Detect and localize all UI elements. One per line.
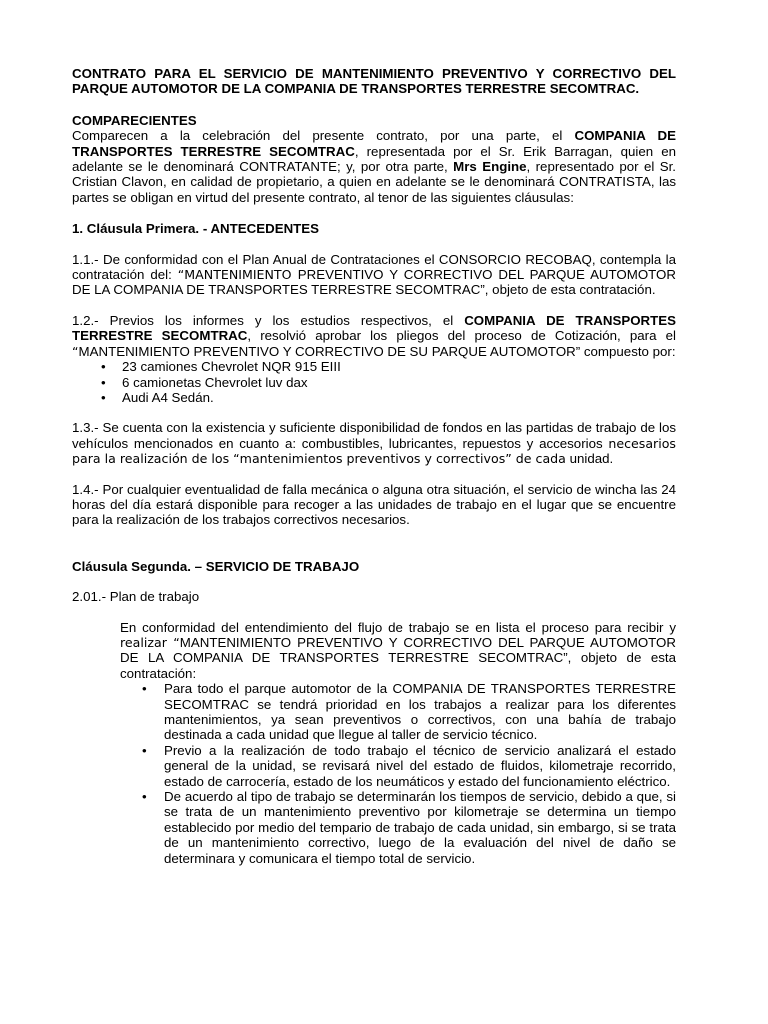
clause-one-heading: 1. Cláusula Primera. - ANTECEDENTES: [72, 221, 320, 237]
list-item: • 6 camionetas Chevrolet luv dax: [101, 374, 308, 390]
comparecientes-paragraph: Comparecen a la celebración del presente contrato, por una parte, el COMPANIA DE TRANSPORTES TERRESTRE SECOMTRAC, representada por el Sr. Erik Barragan, quien en adelante se le denominará CONTRATANTE; y, por otra parte, Mrs Engine, representado por el Sr. Cristian Clavon, en calidad de propietario, a quien en adelante se le denominará CONTRATISTA, las partes se obligan en virtud del presente contrato, al tenor de las siguientes cláusulas:: [72, 128, 676, 205]
document-title: CONTRATO PARA EL SERVICIO DE MANTENIMIENTO PREVENTIVO Y CORRECTIVO DEL PARQUE AUTOMOTOR DE LA COMPANIA DE TRANSPORTES TERRESTRE SECOMTRAC.: [72, 66, 676, 97]
contract-document: [72, 66, 676, 866]
list-item: • Previo a la realización de todo trabajo el técnico de servicio analizará el estado general de la unidad, se revisará nivel del estado de fluidos, kilometraje recorrido, estado de carrocería, estado de los neumáticos y estado del funcionamiento eléctrico.: [142, 742, 676, 789]
list-item: • 23 camiones Chevrolet NQR 915 EIII: [101, 359, 341, 375]
bullet-icon: •: [142, 742, 147, 758]
bullet-icon: •: [101, 374, 106, 390]
list-item: • De acuerdo al tipo de trabajo se determinarán los tiempos de servicio, debido a que, si se trata de un mantenimiento preventivo por kilometraje se determina un tiempo establecido por medio del tempario de trabajo de cada unidad, sin embargo, si se trata de un mantenimiento correctivo, luego de la evaluación del nivel de daño se determinara y comunicara el tiempo total de servicio.: [142, 789, 676, 866]
paragraph-1-2: 1.2.- Previos los informes y los estudios respectivos, el COMPANIA DE TRANSPORTES TERRESTRE SECOMTRAC, resolvió aprobar los pliegos del proceso de Cotización, para el “MANTENIMIENTO PREVENTIVO Y CORRECTIVO DE SU PARQUE AUTOMOTOR” compuesto por:: [72, 312, 676, 359]
bullet-icon: •: [142, 681, 147, 697]
paragraph-1-1: 1.1.- De conformidad con el Plan Anual de Contrataciones el CONSORCIO RECOBAQ, contempla la contratación del: “MANTENIMIENTO PREVENTIVO Y CORRECTIVO DEL PARQUE AUTOMOTOR DE LA COMPANIA DE TRANSPORTES TERRESTRE SECOMTRAC”, objeto de esta contratación.: [72, 251, 677, 298]
bullet-icon: •: [142, 789, 147, 805]
subsection-2-01: 2.01.- Plan de trabajo: [72, 589, 200, 605]
paragraph-1-3: 1.3.- Se cuenta con la existencia y suficiente disponibilidad de fondos en las partidas de trabajo de los vehículos mencionados en cuanto a: combustibles, lubricantes, repuestos y accesorios necesarios para la realización de los “mantenimientos preventivos y correctivos” de cada unidad.: [72, 420, 676, 467]
vehicle-list: [72, 359, 676, 405]
bullet-icon: •: [101, 389, 106, 405]
list-item: • Para todo el parque automotor de la COMPANIA DE TRANSPORTES TERRESTRE SECOMTRAC se tendrá prioridad en los trabajos a realizar para los diferentes mantenimientos, ya sean preventivos o correctivos, con una bahía de trabajo destinada a cada unidad que llegue al taller de servicio técnico.: [142, 681, 676, 743]
list-item: • Audi A4 Sedán.: [101, 389, 214, 405]
section-heading-comparecientes: COMPARECIENTES: [72, 112, 197, 128]
work-plan-intro: En conformidad del entendimiento del flujo de trabajo se en lista el proceso para recibir y realizar “MANTENIMIENTO PREVENTIVO Y CORRECTIVO DEL PARQUE AUTOMOTOR DE LA COMPANIA DE TRANSPORTES TERRESTRE SECOMTRAC”, objeto de esta contratación:: [120, 619, 676, 681]
bullet-icon: •: [101, 359, 106, 375]
paragraph-1-4: 1.4.- Por cualquier eventualidad de falla mecánica o alguna otra situación, el servicio de wincha las 24 horas del día estará disponible para recoger a las unidades de trabajo en el lugar que se encuentre para la realización de los trabajos correctivos necesarios.: [72, 481, 676, 528]
work-plan-list: [140, 681, 676, 866]
clause-two-heading: Cláusula Segunda. – SERVICIO DE TRABAJO: [72, 558, 360, 574]
